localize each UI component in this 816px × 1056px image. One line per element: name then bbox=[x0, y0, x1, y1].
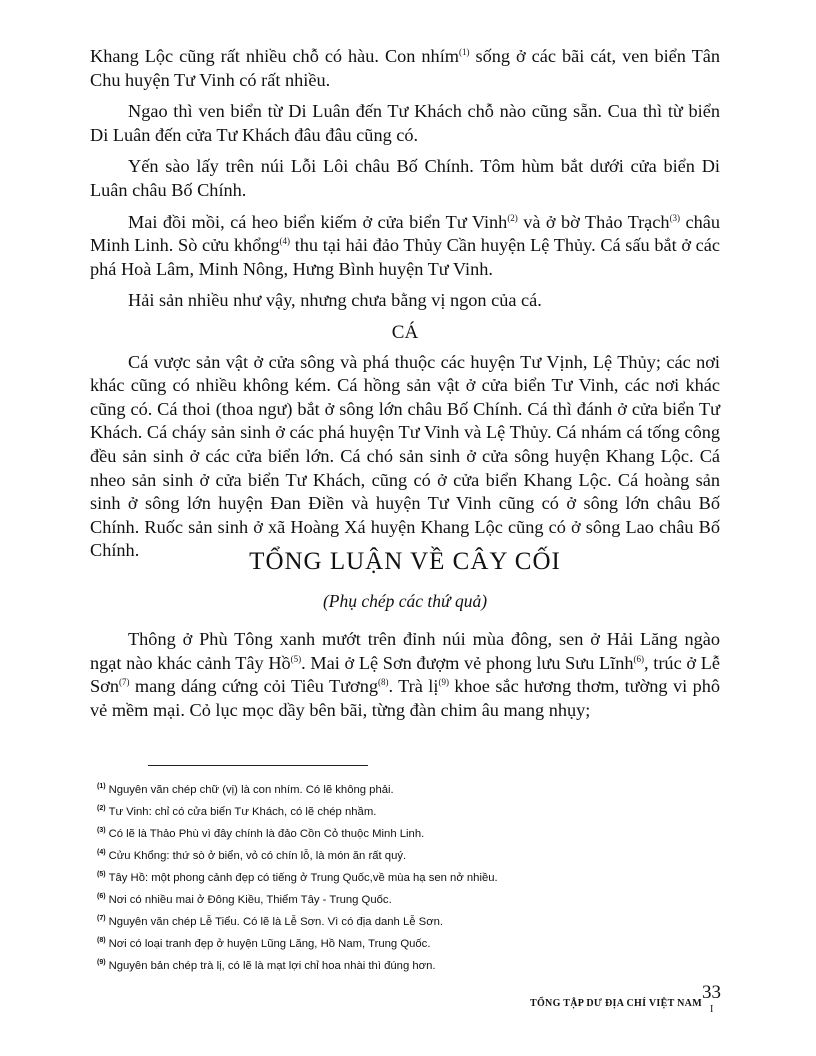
paragraph-ngao-cua: Ngao thì ven biển từ Di Luân đến Tư Khách chỗ nào cũng sẵn. Cua thì từ biển Di Luân đến cửa Tư Khách đâu đâu cũng có. bbox=[90, 101, 720, 145]
footnote-7: $^{(7)}$ Nguyên văn chép Lễ Tiểu. Có lẽ là Lễ Sơn. Vì có địa danh Lễ Sơn. bbox=[97, 915, 444, 928]
paragraph-hau-nhim: Khang Lộc cũng rất nhiều chỗ có hàu. Con nhím$^{(1)}$ sống ở các bãi cát, ven biển Tân Chu huyện Tư Vinh có rất nhiều. bbox=[90, 46, 721, 90]
footnote-ref-9: (9) bbox=[438, 677, 449, 688]
footnote-4: $^{(4)}$ Cửu Khổng: thứ sò ở biển, vỏ có chín lỗ, là món ăn rất quý. bbox=[97, 849, 407, 862]
page-mark: I bbox=[710, 1004, 714, 1015]
footnote-1: $^{(1)}$ Nguyên văn chép chữ (vị) là con nhím. Có lẽ không phải. bbox=[97, 783, 394, 796]
footnote-ref-6: (6) bbox=[633, 653, 645, 664]
running-footer: TỔNG TẬP DƯ ĐỊA CHÍ VIỆT NAM bbox=[530, 998, 702, 1009]
footnote-ref-7: (7) bbox=[118, 677, 130, 688]
paragraph-ca: Cá vược sản vật ở cửa sông và phá thuộc các huyện Tư Vịnh, Lệ Thủy; các nơi khác cũng có nhiều không kém. Cá hồng sản vật ở cửa biển Tư Vinh, các nơi khác cũng có. Cá thoi (thoa ngư) bắt ở sông lớn châu Bố Chính. Cá thì đánh ở cửa biển Tư Khách. Cá cháy sản sinh ở các phá huyện Tư Vinh và Lệ Thủy. Cá nhám cá tống công đều sản sinh ở các cửa biển lớn. Cá chó sản sinh ở cửa sông huyện Khang Lộc. Cá nheo sản sinh ở cửa biển Tư Khách, cũng có ở cửa biển Khang Lộc. Cá hoàng sản sinh ở sông lớn huyện Đan Điền và huyện Tư Vinh cũng có ở sông lớn châu Bố Chính. Ruốc sản sinh ở xã Hoàng Xá huyện Khang Lộc cũng có ở sông Lao châu Bố Chính. bbox=[90, 351, 720, 561]
paragraph-yen-sao: Yến sào lấy trên núi Lỗi Lôi châu Bố Chính. Tôm hùm bắt dưới cửa biển Di Luân châu Bố Chính. bbox=[90, 156, 720, 200]
body-text-lower bbox=[90, 628, 720, 722]
footnote-8: $^{(8)}$ Nơi có loại tranh đẹp ở huyện Lũng Lăng, Hồ Nam, Trung Quốc. bbox=[97, 937, 431, 950]
page-number: 33 bbox=[702, 982, 721, 1003]
footnote-ref-4: (4) bbox=[279, 236, 291, 247]
chapter-title: TỔNG LUẬN VỀ CÂY CỐI bbox=[249, 548, 561, 575]
footnote-9: $^{(9)}$ Nguyên bản chép trà lị, có lẽ là mạt lợi chỉ hoa nhài thì đúng hơn. bbox=[97, 959, 436, 972]
footnote-6: $^{(6)}$ Nơi có nhiều mai ở Đông Kiều, Thiểm Tây - Trung Quốc. bbox=[97, 893, 392, 906]
footnote-3: $^{(3)}$ Có lẽ là Thảo Phù vì đây chính là đảo Cồn Cỏ thuộc Minh Linh. bbox=[97, 827, 425, 840]
footnotes bbox=[97, 779, 717, 977]
section-heading-ca: CÁ bbox=[391, 321, 419, 343]
footnote-ref-1: (1) bbox=[459, 46, 470, 57]
footnote-5: $^{(5)}$ Tây Hồ: một phong cảnh đẹp có tiếng ở Trung Quốc,về mùa hạ sen nở nhiều. bbox=[97, 871, 498, 884]
footnote-ref-8: (8) bbox=[378, 677, 389, 688]
footnote-ref-2: (2) bbox=[507, 212, 518, 223]
paragraph-mai-doi-moi: Mai đồi mồi, cá heo biển kiếm ở cửa biển Tư Vinh$^{(2)}$ và ở bờ Thảo Trạch$^{(3)}$ châu Minh Linh. Sò cửu khổng$^{(4)}$ thu tại hải đảo Thủy Cần huyện Lệ Thủy. Cá sấu bắt ở các phá Hoà Lâm, Minh Nông, Hưng Bình huyện Tư Vinh. bbox=[90, 211, 721, 279]
chapter-subtitle: (Phụ chép các thứ quả) bbox=[322, 591, 488, 611]
paragraph-thong-phu-tong: Thông ở Phù Tông xanh mướt trên đỉnh núi mùa đông, sen ở Hải Lăng ngào ngạt nào khác cảnh Tây Hồ$^{(5)}$. Mai ở Lệ Sơn đượm vẻ phong lưu Sưu Lĩnh$^{(6)}$, trúc ở Lễ Sơn$^{(7)}$ mang dáng cứng cỏi Tiêu Tương$^{(8)}$. Trà lị$^{(9)}$ khoe sắc hương thơm, tường vi phô vẻ mềm mại. Cỏ lục mọc dầy bên bãi, từng đàn chim âu mang nhụy; bbox=[90, 629, 721, 720]
footnote-2: $^{(2)}$ Tư Vinh: chỉ có cửa biển Tư Khách, có lẽ chép nhầm. bbox=[97, 805, 377, 818]
body-text-upper bbox=[90, 45, 720, 571]
footnote-divider bbox=[148, 765, 368, 766]
footnote-ref-5: (5) bbox=[290, 653, 302, 664]
footnote-ref-3: (3) bbox=[669, 212, 681, 223]
paragraph-hai-san: Hải sản nhiều như vậy, nhưng chưa bằng vị ngon của cá. bbox=[128, 290, 542, 311]
